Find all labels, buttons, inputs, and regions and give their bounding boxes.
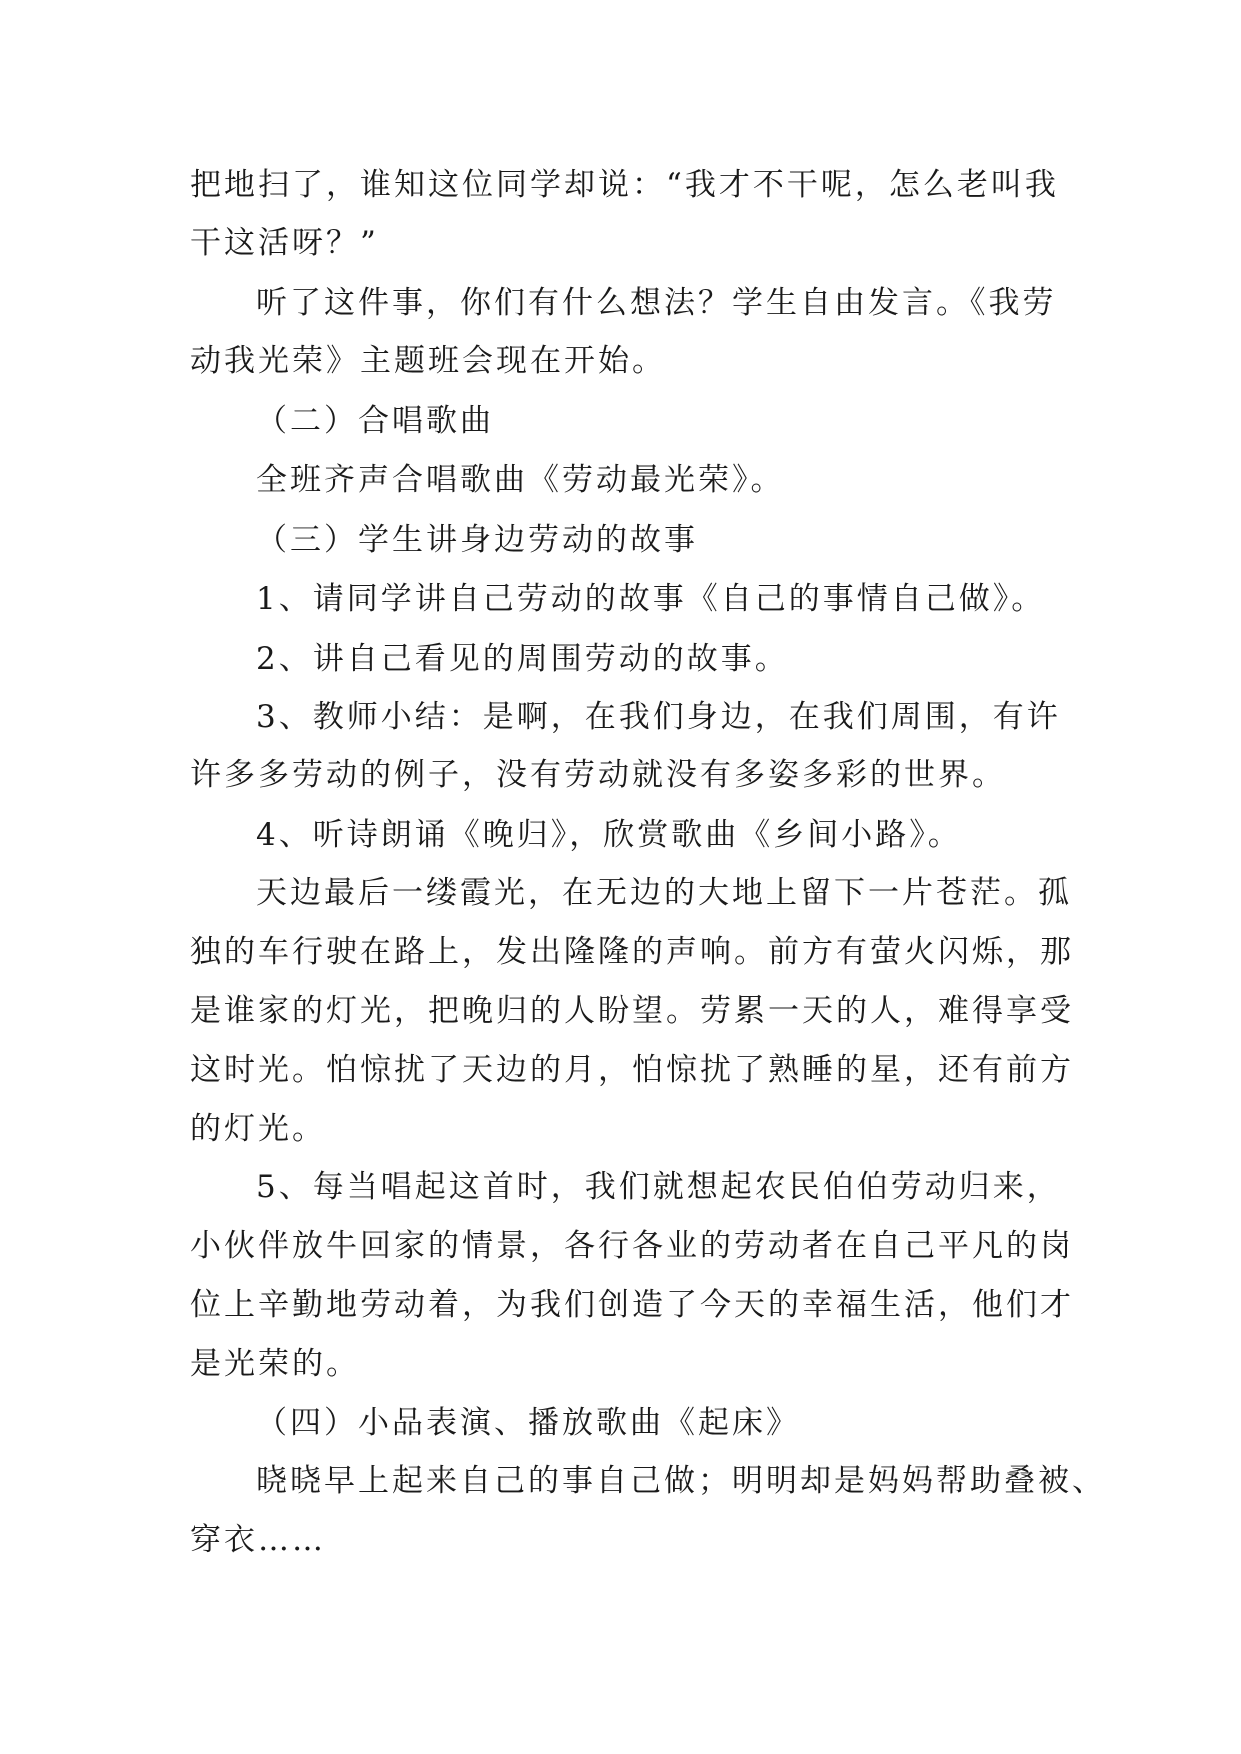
text-line: 干这活呀？” [190, 225, 379, 261]
text-line: 动我光荣》主题班会现在开始。 [190, 343, 666, 379]
section-heading: （三）学生讲身边劳动的故事 [256, 522, 698, 558]
text-line: 是谁家的灯光，把晚归的人盼望。劳累一天的人，难得享受 [190, 993, 1074, 1029]
text-line: 的灯光。 [190, 1111, 326, 1147]
text-line: 位上辛勤地劳动着，为我们创造了今天的幸福生活，他们才 [190, 1287, 1074, 1323]
section-heading: （四）小品表演、播放歌曲《起床》 [256, 1405, 800, 1441]
text-line: 4、听诗朗诵《晚归》，欣赏歌曲《乡间小路》。 [256, 817, 962, 853]
text-line: 天边最后一缕霞光，在无边的大地上留下一片苍茫。孤 [256, 875, 1072, 911]
text-line: 独的车行驶在路上，发出隆隆的声响。前方有萤火闪烁，那 [190, 934, 1074, 970]
text-line: 全班齐声合唱歌曲《劳动最光荣》。 [256, 462, 785, 498]
text-line: 晓晓早上起来自己的事自己做；明明却是妈妈帮助叠被、 [256, 1463, 1106, 1499]
text-line: 2、讲自己看见的周围劳动的故事。 [256, 641, 789, 677]
text-line: 小伙伴放牛回家的情景，各行各业的劳动者在自己平凡的岗 [190, 1228, 1074, 1264]
text-line: 3、教师小结：是啊，在我们身边，在我们周围，有许 [256, 699, 1061, 735]
text-line: 1、请同学讲自己劳动的故事《自己的事情自己做》。 [256, 581, 1046, 617]
text-line: 把地扫了，谁知这位同学却说：“我才不干呢，怎么老叫我 [190, 167, 1059, 203]
text-line: 5、每当唱起这首时，我们就想起农民伯伯劳动归来， [256, 1169, 1061, 1205]
section-heading: （二）合唱歌曲 [256, 403, 494, 439]
text-line: 这时光。怕惊扰了天边的月，怕惊扰了熟睡的星，还有前方 [190, 1052, 1074, 1088]
text-line: 穿衣…… [190, 1522, 326, 1558]
text-line: 听了这件事，你们有什么想法？学生自由发言。《我劳 [256, 285, 1057, 321]
text-line: 许多多劳动的例子，没有劳动就没有多姿多彩的世界。 [190, 757, 1006, 793]
text-line: 是光荣的。 [190, 1346, 360, 1382]
